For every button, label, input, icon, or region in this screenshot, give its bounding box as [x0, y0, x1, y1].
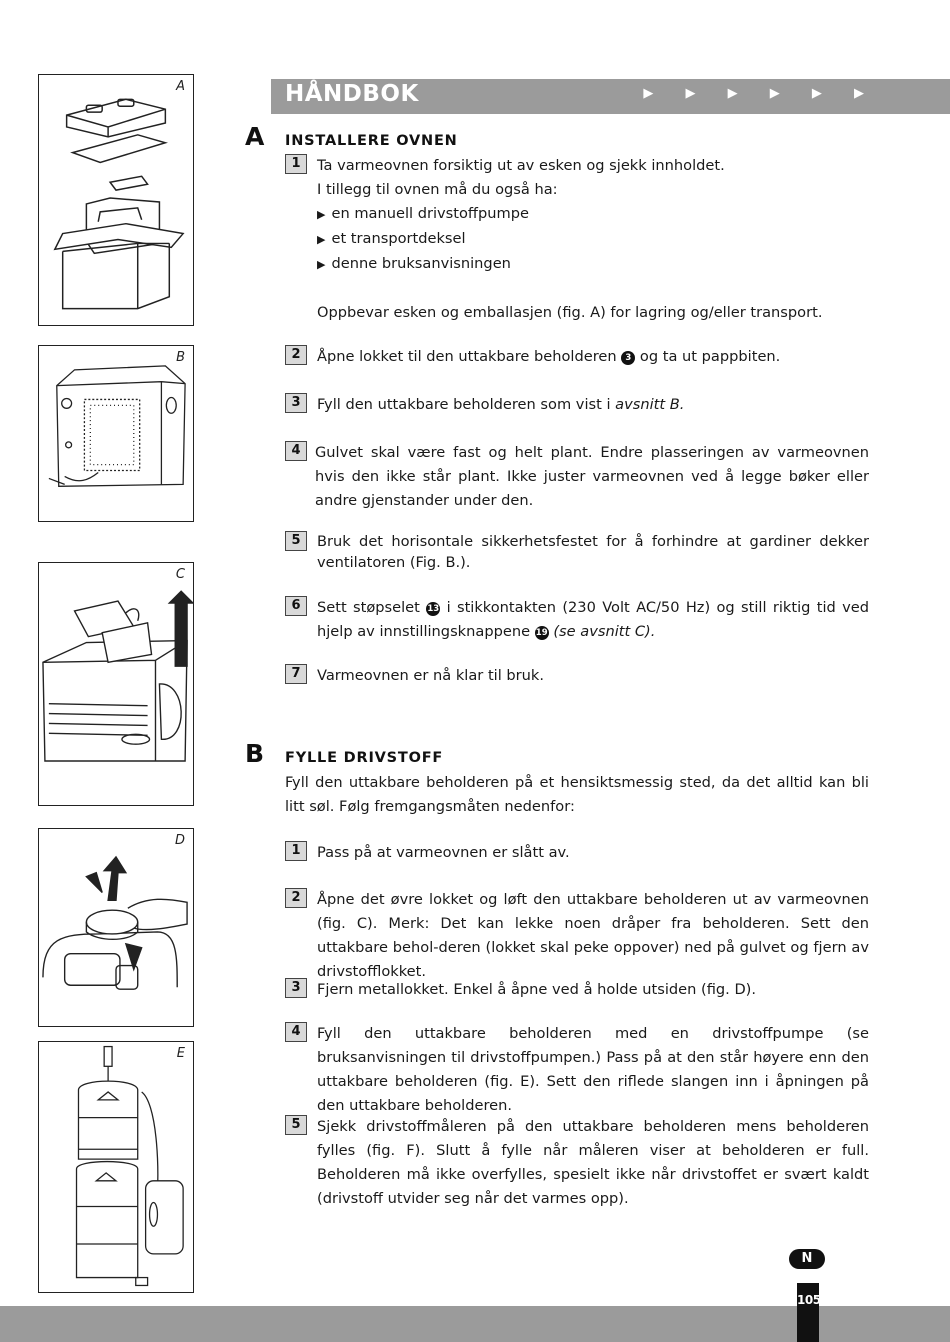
box-unpacking-illustration: [39, 75, 193, 325]
bullet-item: ▶ denne bruksanvisningen: [317, 255, 511, 272]
figure-a: [38, 74, 194, 326]
language-badge: N: [789, 1249, 825, 1269]
figure-c: [38, 562, 194, 806]
part-reference-badge: 19: [535, 628, 548, 638]
step-number: 2: [285, 345, 307, 365]
figure-e: [38, 1041, 194, 1293]
step-text: Sjekk drivstoffmåleren på den uttakbare beholderen mens beholderen fylles (fig. F). Slutt å fylle når måleren viser at beholderen er full. Beholderen må ikke overfylles, spesielt ikke når drivstoffet er svært kaldt (drivstoff utvider seg når det varmes opp).: [317, 1118, 869, 1207]
step-text: Åpne lokket til den uttakbare beholderen: [317, 348, 617, 365]
step-number: 7: [285, 664, 307, 684]
step-number: 6: [285, 596, 307, 616]
step-text: Fyll den uttakbare beholderen med en drivstoffpumpe (se bruksanvisningen til drivstoffpumpen.) Pass på at den står høyere enn den uttakbare beholderen (fig. E). Sett den riflede slangen inn i åpningen på den uttakbare beholderen.: [317, 1025, 869, 1114]
section-b-intro: Fyll den uttakbare beholderen på et hensiktsmessig sted, da det alltid kan bli litt søl. Følg fremgangsmåten nedenfor:: [285, 774, 869, 815]
step-number: 2: [285, 888, 307, 908]
heater-rear-illustration: [39, 346, 193, 521]
step-number: 1: [285, 154, 307, 174]
section-b-step-1: [285, 841, 869, 865]
page-number: 105: [797, 1283, 819, 1342]
page-title: HÅNDBOK: [285, 81, 419, 107]
figure-d: [38, 828, 194, 1027]
bullet-arrow-icon: ▶: [317, 258, 326, 271]
section-b-step-5: [285, 1115, 869, 1211]
step-text: i stikkontakten (230 Volt AC/50 Hz) og still riktig tid ved hjelp av innstillingsknappene: [317, 599, 870, 640]
step-text: Varmeovnen er nå klar til bruk.: [317, 667, 545, 684]
section-reference: (se avsnitt C).: [553, 623, 656, 640]
step-text: Pass på at varmeovnen er slått av.: [317, 844, 570, 861]
bullet-arrow-icon: ▶: [317, 208, 326, 221]
step-number: 1: [285, 841, 307, 861]
step-text: Sett støpselet: [317, 599, 420, 616]
section-a-title: INSTALLERE OVNEN: [285, 133, 458, 149]
tank-removal-illustration: [39, 563, 193, 805]
step-number: 3: [285, 978, 307, 998]
section-a-step-6: [285, 596, 869, 644]
step-number: 5: [285, 531, 307, 551]
step-text: og ta ut pappbiten.: [639, 348, 781, 365]
header-bar: [271, 79, 950, 114]
section-b-title: FYLLE DRIVSTOFF: [285, 750, 444, 766]
figure-b: [38, 345, 194, 522]
bullet-item: ▶ en manuell drivstoffpumpe: [317, 205, 529, 222]
section-b-step-4: [285, 1022, 869, 1118]
bullet-item: ▶ et transportdeksel: [317, 230, 466, 247]
header-arrows-icon: ▶ ▶ ▶ ▶ ▶ ▶: [643, 86, 878, 101]
step-note: Oppbevar esken og emballasjen (fig. A) for lagring og/eller transport.: [317, 304, 823, 321]
figure-e-label: E: [176, 1046, 185, 1061]
figure-c-label: C: [175, 567, 185, 582]
figure-b-label: B: [176, 350, 185, 365]
figure-a-label: A: [176, 79, 185, 94]
section-a-step-3: [285, 393, 869, 417]
step-text: Bruk det horisontale sikkerhetsfestet for å forhindre at gardiner dekker ventilatoren (Fig. B.).: [317, 533, 869, 571]
figure-d-label: D: [174, 833, 185, 848]
section-a-step-4: [285, 441, 869, 513]
step-text: Fyll den uttakbare beholderen som vist i: [317, 396, 611, 413]
step-text: Åpne det øvre lokket og løft den uttakbare beholderen ut av varmeovnen (fig. C). Merk: Det kan lekke noen dråper fra beholderen. Sett den uttakbare behol-deren (lokket skal peke oppover) ned på gulvet og fjern av drivstofflokket.: [317, 891, 869, 980]
step-text: Ta varmeovnen forsiktig ut av esken og sjekk innholdet.: [317, 157, 725, 174]
section-b-step-3: [285, 978, 869, 1002]
step-text: Fjern metallokket. Enkel å åpne ved å holde utsiden (fig. D).: [317, 981, 757, 998]
section-a-letter: A: [245, 122, 265, 151]
part-reference-badge: 3: [621, 351, 635, 365]
step-text: Gulvet skal være fast og helt plant. Endre plasseringen av varmeovnen hvis den ikke står plant. Ikke juster varmeovnen ved å legge bøker eller andre gjenstander under den.: [315, 444, 869, 509]
step-text: I tillegg til ovnen må du også ha:: [317, 181, 558, 198]
section-a-step-5: [285, 531, 869, 573]
cap-removal-illustration: [39, 829, 193, 1026]
section-a-step-1: [285, 154, 869, 325]
step-number: 5: [285, 1115, 307, 1135]
section-b-step-2: [285, 888, 869, 984]
section-reference: avsnitt B.: [615, 396, 685, 413]
bullet-arrow-icon: ▶: [317, 233, 326, 246]
step-number: 3: [285, 393, 307, 413]
section-b-letter: B: [245, 739, 265, 768]
step-number: 4: [285, 441, 307, 461]
fuel-pump-illustration: [39, 1042, 193, 1292]
section-a-step-7: [285, 664, 869, 688]
section-a-step-2: [285, 345, 869, 369]
step-number: 4: [285, 1022, 307, 1042]
part-reference-badge: 13: [427, 604, 440, 614]
